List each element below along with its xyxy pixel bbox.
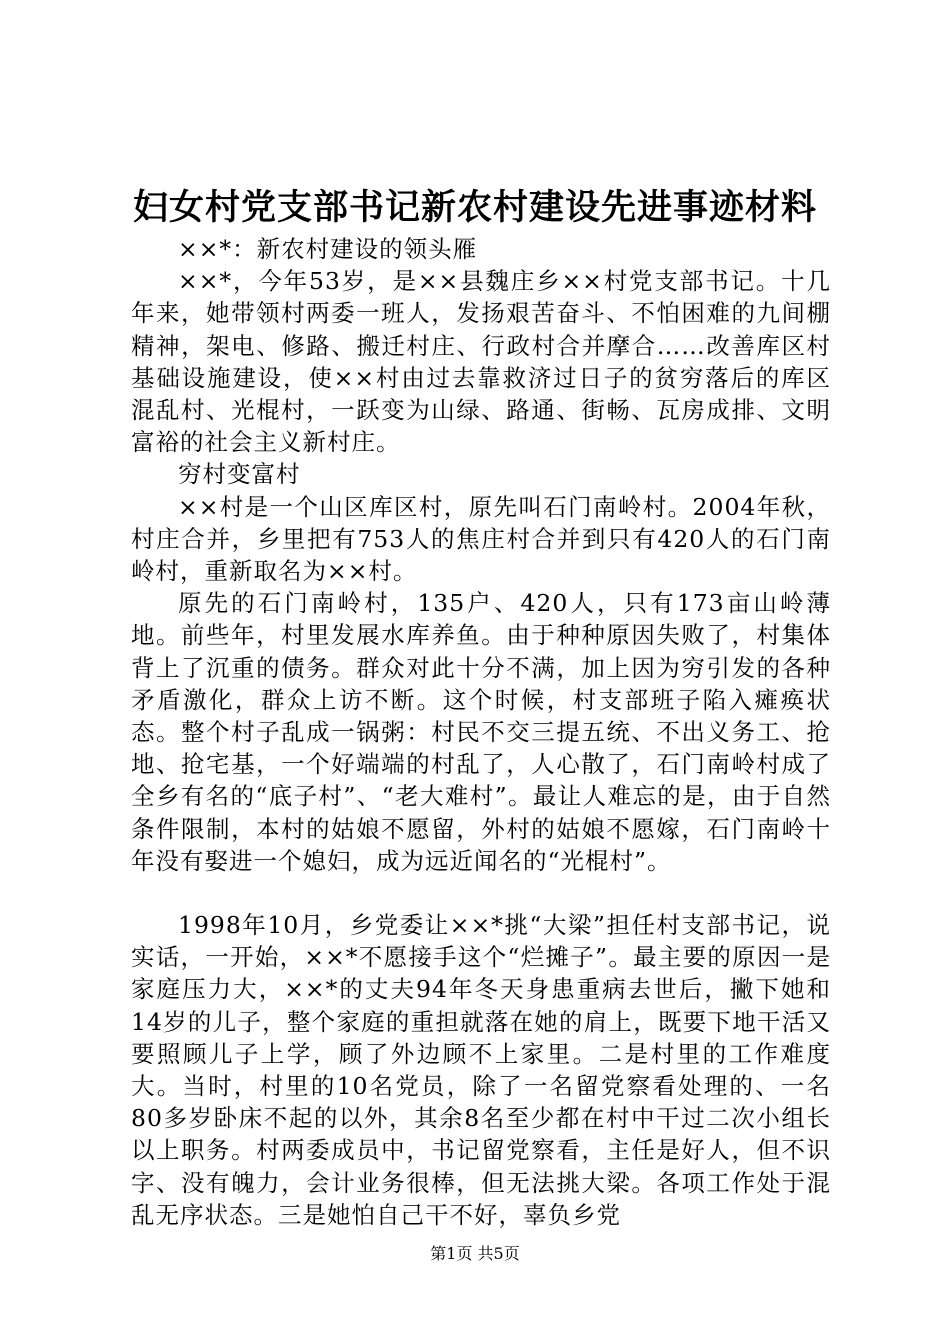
subtitle-paragraph: ××*：新农村建设的领头雁 [178, 235, 478, 263]
section-heading: 穷村变富村 [178, 460, 301, 489]
body-paragraph: ××村是一个山区库区村，原先叫石门南岭村。2004年秋，村庄合并，乡里把有753人的焦庄村合并到只有420人的石门南岭村，重新取名为××村。 [131, 492, 831, 586]
page-number-footer: 第1页 共5页 [430, 1244, 520, 1263]
intro-paragraph: ××*，今年53岁，是××县魏庄乡××村党支部书记。十几年来，她带领村两委一班人，发扬艰苦奋斗、不怕困难的九间棚精神，架电、修路、搬迁村庄、行政村合并摩合……改善库区村基础设施建设，使××村由过去靠救济过日子的贫穷落后的库区混乱村、光棍村，一跃变为山绿、路通、街畅、瓦房成排、文明富裕的社会主义新村庄。 [131, 267, 831, 457]
body-paragraph: 原先的石门南岭村，135户、420人，只有173亩山岭薄地。前些年，村里发展水库养鱼。由于种种原因失败了，村集体背上了沉重的债务。群众对此十分不满，加上因为穷引发的各种矛盾激化，群众上访不断。这个时候，村支部班子陷入瘫痪状态。整个村子乱成一锅粥：村民不交三提五统、不出义务工、抢地、抢宅基，一个好端端的村乱了，人心散了，石门南岭村成了全乡有名的“底子村”、“老大难村”。最让人难忘的是，由于自然条件限制，本村的姑娘不愿留，外村的姑娘不愿嫁，石门南岭十年没有娶进一个媳妇，成为远近闻名的“光棍村”。 [131, 589, 831, 875]
document-body [131, 233, 831, 1231]
document-title: 妇女村党支部书记新农村建设先进事迹材料 [132, 187, 817, 228]
body-paragraph: 1998年10月，乡党委让××*挑“大梁”担任村支部书记，说实话，一开始，××*不愿接手这个“烂摊子”。最主要的原因一是家庭压力大，××*的丈夫94年冬天身患重病去世后，撇下她和14岁的儿子，整个家庭的重担就落在她的肩上，既要下地干活又要照顾儿子上学，顾了外边顾不上家里。二是村里的工作难度大。当时，村里的10名党员，除了一名留党察看处理的、一名80多岁卧床不起的以外，其余8名至少都在村中干过二次小组长以上职务。村两委成员中，书记留党察看，主任是好人，但不识字、没有魄力，会计业务很棒，但无法挑大梁。各项工作处于混乱无序状态。三是她怕自己干不好，辜负乡党 [131, 911, 831, 1229]
